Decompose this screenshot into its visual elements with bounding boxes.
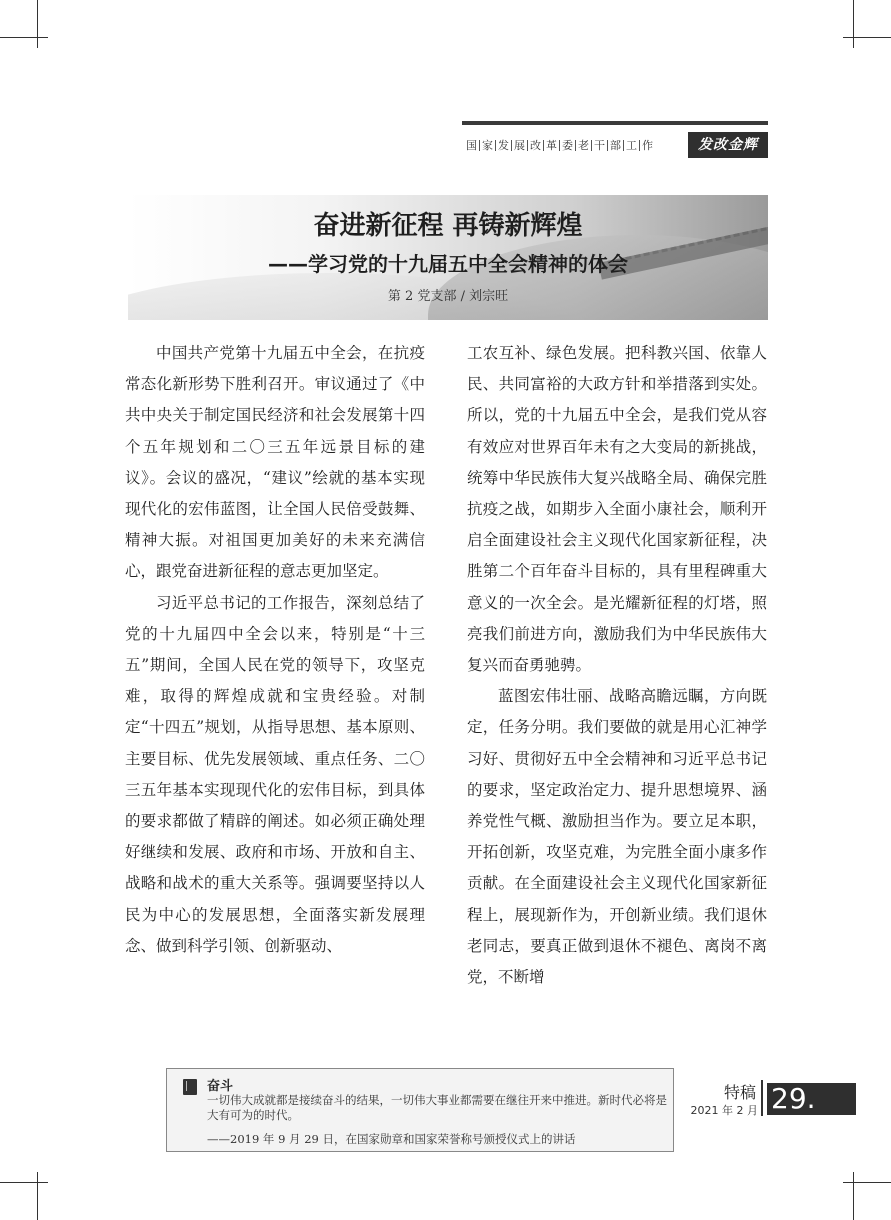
- category-char: 委: [562, 139, 573, 152]
- page-number: 29.: [767, 1083, 856, 1115]
- section-category: [466, 136, 653, 154]
- paragraph: 中国共产党第十九届五中全会，在抗疫常态化新形势下胜利召开。审议通过了《中共中央关于制定国民经济和社会发展第十四个五年规划和二〇三五年远景目标的建议》。会议的盛况，“建议”绘就的基本实现现代化的宏伟蓝图，让全国人民倍受鼓舞、精神大振。对祖国更加美好的未来充满信心，跟党奋进新征程的意志更加坚定。: [125, 344, 425, 581]
- crop-mark: [0, 37, 48, 38]
- book-icon: [183, 1079, 197, 1095]
- category-char: 家: [482, 139, 493, 152]
- quote-box: [166, 1068, 674, 1152]
- category-separator: [543, 140, 544, 151]
- crop-mark: [853, 1172, 854, 1220]
- category-char: 国: [466, 139, 477, 152]
- crop-mark: [0, 1182, 48, 1183]
- crop-mark: [843, 1182, 891, 1183]
- article-column-left: [125, 338, 425, 962]
- category-separator: [623, 140, 624, 151]
- category-separator: [511, 140, 512, 151]
- category-separator: [559, 140, 560, 151]
- paragraph: 蓝图宏伟壮丽、战略高瞻远瞩，方向既定，任务分明。我们要做的就是用心汇神学习好、贯彻好五中全会精神和习近平总书记的要求，坚定政治定力、提升思想境界、涵养党性气概、激励担当作为。要立足本职，开拓创新，攻坚克难，为完胜全面小康多作贡献。在全面建设社会主义现代化国家新征程上，展现新作为，开创新业绩。我们退休老同志，要真正做到退休不褪色、离岗不离党，不断增: [467, 687, 767, 987]
- category-char: 老: [578, 139, 589, 152]
- crop-mark: [853, 0, 854, 48]
- quote-source: ——2019 年 9 月 29 日，在国家勋章和国家荣誉称号颁授仪式上的讲话: [207, 1132, 576, 1146]
- paragraph: 习近平总书记的工作报告，深刻总结了党的十九届四中全会以来，特别是“十三五”期间，全国人民在党的领导下，攻坚克难，取得的辉煌成就和宝贵经验。对制定“十四五”规划，从指导思想、基本原则、主要目标、优先发展领域、重点任务、二〇三五年基本实现现代化的宏伟目标，到具体的要求都做了精辟的阐述。如必须正确处理好继续和发展、政府和市场、开放和自主、战略和战术的重大关系等。强调要坚持以人民为中心的发展思想，全面落实新发展理念、做到科学引领、创新驱动、: [125, 593, 425, 955]
- category-separator: [607, 140, 608, 151]
- article-author: 第 2 党支部 / 刘宗旺: [387, 289, 509, 304]
- category-separator: [591, 140, 592, 151]
- category-char: 干: [594, 139, 605, 152]
- category-char: 改: [530, 139, 541, 152]
- category-separator: [495, 140, 496, 151]
- section-label: 特稿: [723, 1083, 756, 1102]
- footer-divider: [761, 1080, 763, 1116]
- category-char: 展: [514, 139, 525, 152]
- category-separator: [479, 140, 480, 151]
- category-char: 部: [610, 139, 621, 152]
- article-title: 奋进新征程 再铸新辉煌: [313, 211, 583, 241]
- column-tag: 发改金辉: [688, 132, 768, 158]
- article-subtitle: ——学习党的十九届五中全会精神的体会: [268, 252, 628, 276]
- crop-mark: [37, 1172, 38, 1220]
- category-char: 革: [546, 139, 557, 152]
- category-char: 工: [626, 139, 637, 152]
- category-separator: [527, 140, 528, 151]
- quote-heading: 奋斗: [207, 1079, 234, 1094]
- issue-date: 2021 年 2 月: [690, 1104, 758, 1117]
- header-rule: [462, 121, 768, 125]
- category-char: 作: [642, 139, 653, 152]
- article-column-right: [467, 338, 767, 993]
- paragraph-continued: 工农互补、绿色发展。把科教兴国、依靠人民、共同富裕的大政方针和举措落到实处。所以，党的十九届五中全会，是我们党从容有效应对世界百年未有之大变局的新挑战，统筹中华民族伟大复兴战略全局、确保完胜抗疫之战，如期步入全面小康社会，顺利开启全面建设社会主义现代化国家新征程，决胜第二个百年奋斗目标的，具有里程碑重大意义的一次全会。是光耀新征程的灯塔，照亮我们前进方向，激励我们为中华民族伟大复兴而奋勇驰骋。: [467, 344, 767, 675]
- crop-mark: [37, 0, 38, 48]
- category-separator: [575, 140, 576, 151]
- category-char: 发: [498, 139, 509, 152]
- category-separator: [639, 140, 640, 151]
- quote-text: 一切伟大成就都是接续奋斗的结果，一切伟大事业都需要在继往开来中推进。新时代必将是大有可为的时代。: [207, 1093, 667, 1122]
- crop-mark: [843, 37, 891, 38]
